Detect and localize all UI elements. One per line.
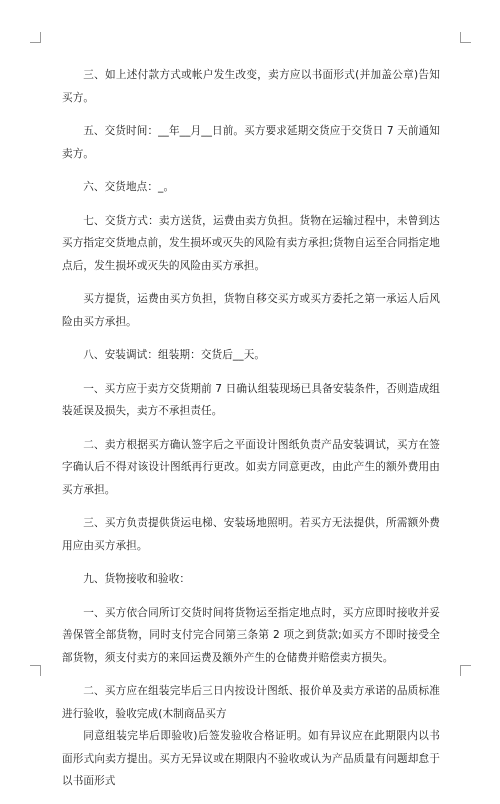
paragraph-delivery-time: 五、交货时间：__年__月__日前。买方要求延期交货应于交货日 7 天前通知卖方。 xyxy=(62,125,440,160)
paragraph-inspection: 二、买方应在组装完毕后三日内按设计图纸、报价单及卖方承诺的品质标准进行验收，验收完成(木制商品买方 xyxy=(62,685,440,720)
crop-mark-bottom-right xyxy=(460,665,471,676)
paragraph-installation-heading: 八、安装调试：组装期：交货后__天。 xyxy=(83,349,266,361)
paragraph-goods-receipt: 一、买方依合同所订交货时间将货物运至指定地点时，买方应即时接收并妥善保管全部货物，同时支付完合同第三条第 2 项之到货款;如买方不即时接受全部货物，须支付卖方的来回运费及额外产生的仓储费并赔偿卖方损失。 xyxy=(62,606,440,664)
crop-mark-top-left xyxy=(30,32,41,43)
paragraph-installation-site: 一、买方应于卖方交货期前 7 日确认组装现场已具备安装条件，否则造成组装延误及损失，卖方不承担责任。 xyxy=(62,382,440,417)
paragraph-acceptance-heading: 九、货物接收和验收： xyxy=(83,573,191,585)
paragraph-delivery-place: 六、交货地点：_。 xyxy=(83,181,175,193)
crop-mark-bottom-left xyxy=(30,665,41,676)
paragraph-payment-change: 三、如上述付款方式或帐户发生改变，卖方应以书面形式(并加盖公章)告知买方。 xyxy=(62,69,440,104)
paragraph-buyer-pickup: 买方提货，运费由买方负担，货物自移交买方或买方委托之第一承运人后风险由买方承担。 xyxy=(62,293,440,328)
paragraph-installation-drawings: 二、卖方根据买方确认签字后之平面设计图纸负责产品安装调试，买方在签字确认后不得对该设计图纸再行更改。如卖方同意更改，由此产生的额外费用由买方承担。 xyxy=(62,438,440,496)
paragraph-inspection-continued: 同意组装完毕后即验收)后签发验收合格证明。如有异议应在此期限内以书面形式向卖方提出。买方无异议或在期限内不验收或认为产品质量有问题却怠于以书面形式 xyxy=(62,730,440,787)
paragraph-elevator-lighting: 三、买方负责提供货运电梯、安装场地照明。若买方无法提供，所需额外费用应由买方承担。 xyxy=(62,517,440,552)
paragraph-delivery-method: 七、交货方式：卖方送货，运费由卖方负担。货物在运输过程中，未曾到达买方指定交货地点前，发生损坏或灭失的风险有卖方承担;货物自运至合同指定地点后，发生损坏或灭失的风险由买方承担。 xyxy=(62,214,440,272)
document-body xyxy=(62,64,440,804)
crop-mark-top-right xyxy=(460,32,471,43)
